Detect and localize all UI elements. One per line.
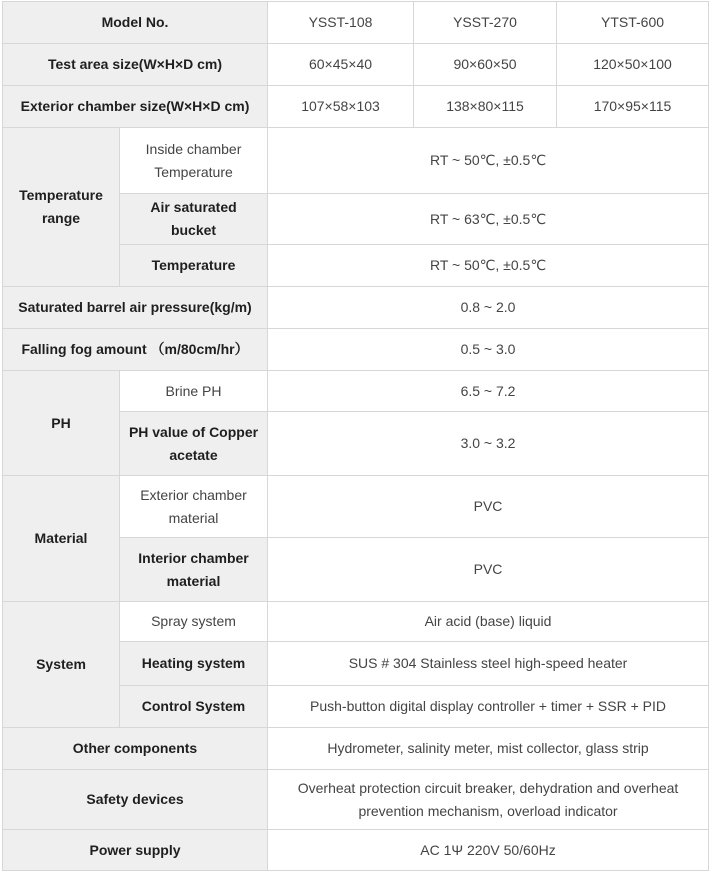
exterior-material-value: PVC <box>268 476 709 538</box>
model-3: YTST-600 <box>557 2 709 44</box>
row-test-area <box>3 44 709 86</box>
control-label: Control System <box>120 686 268 728</box>
safety-value: Overheat protection circuit breaker, dehydration and overheat prevention mechanism, overload indicator <box>268 770 709 830</box>
exterior-size-label: Exterior chamber size(W×H×D cm) <box>3 86 268 128</box>
inside-temp-value: RT ~ 50℃, ±0.5℃ <box>268 128 709 194</box>
barrel-pressure-value: 0.8 ~ 2.0 <box>268 287 709 329</box>
bucket-value: RT ~ 63℃, ±0.5℃ <box>268 194 709 245</box>
row-fog <box>3 329 709 371</box>
row-other <box>3 728 709 770</box>
row-inside-temp <box>3 128 709 194</box>
model-1: YSST-108 <box>268 2 414 44</box>
spray-value: Air acid (base) liquid <box>268 602 709 642</box>
heating-label: Heating system <box>120 642 268 686</box>
inside-temp-label: Inside chamber Temperature <box>120 128 268 194</box>
test-area-value-1: 60×45×40 <box>268 44 414 86</box>
temperature-label: Temperature <box>120 245 268 287</box>
brine-ph-label: Brine PH <box>120 371 268 412</box>
row-model <box>3 2 709 44</box>
row-safety <box>3 770 709 830</box>
row-spray <box>3 602 709 642</box>
brine-ph-value: 6.5 ~ 7.2 <box>268 371 709 412</box>
copper-ph-label: PH value of Copper acetate <box>120 412 268 476</box>
power-value: AC 1Ψ 220V 50/60Hz <box>268 830 709 871</box>
safety-label: Safety devices <box>3 770 268 830</box>
test-area-value-2: 90×60×50 <box>414 44 557 86</box>
test-area-value-3: 120×50×100 <box>557 44 709 86</box>
exterior-size-value-2: 138×80×115 <box>414 86 557 128</box>
bucket-label: Air saturated bucket <box>120 194 268 245</box>
exterior-size-value-1: 107×58×103 <box>268 86 414 128</box>
test-area-label: Test area size(W×H×D cm) <box>3 44 268 86</box>
temperature-value: RT ~ 50℃, ±0.5℃ <box>268 245 709 287</box>
other-value: Hydrometer, salinity meter, mist collector, glass strip <box>268 728 709 770</box>
material-label: Material <box>3 476 120 602</box>
row-exterior-size <box>3 86 709 128</box>
model-2: YSST-270 <box>414 2 557 44</box>
barrel-pressure-label: Saturated barrel air pressure(kg/m) <box>3 287 268 329</box>
exterior-size-value-3: 170×95×115 <box>557 86 709 128</box>
interior-material-value: PVC <box>268 538 709 602</box>
row-barrel-pressure <box>3 287 709 329</box>
power-label: Power supply <box>3 830 268 871</box>
system-label: System <box>3 602 120 728</box>
spray-label: Spray system <box>120 602 268 642</box>
heating-value: SUS # 304 Stainless steel high-speed heater <box>268 642 709 686</box>
exterior-material-label: Exterior chamber material <box>120 476 268 538</box>
model-label: Model No. <box>3 2 268 44</box>
copper-ph-value: 3.0 ~ 3.2 <box>268 412 709 476</box>
fog-value: 0.5 ~ 3.0 <box>268 329 709 371</box>
spec-table <box>2 1 709 871</box>
interior-material-label: Interior chamber material <box>120 538 268 602</box>
row-brine-ph <box>3 371 709 412</box>
row-power <box>3 830 709 871</box>
other-label: Other components <box>3 728 268 770</box>
control-value: Push-button digital display controller + timer + SSR + PID <box>268 686 709 728</box>
row-exterior-material <box>3 476 709 538</box>
ph-label: PH <box>3 371 120 476</box>
fog-label: Falling fog amount （m/80cm/hr） <box>3 329 268 371</box>
temperature-range-label: Temperature range <box>3 128 120 287</box>
